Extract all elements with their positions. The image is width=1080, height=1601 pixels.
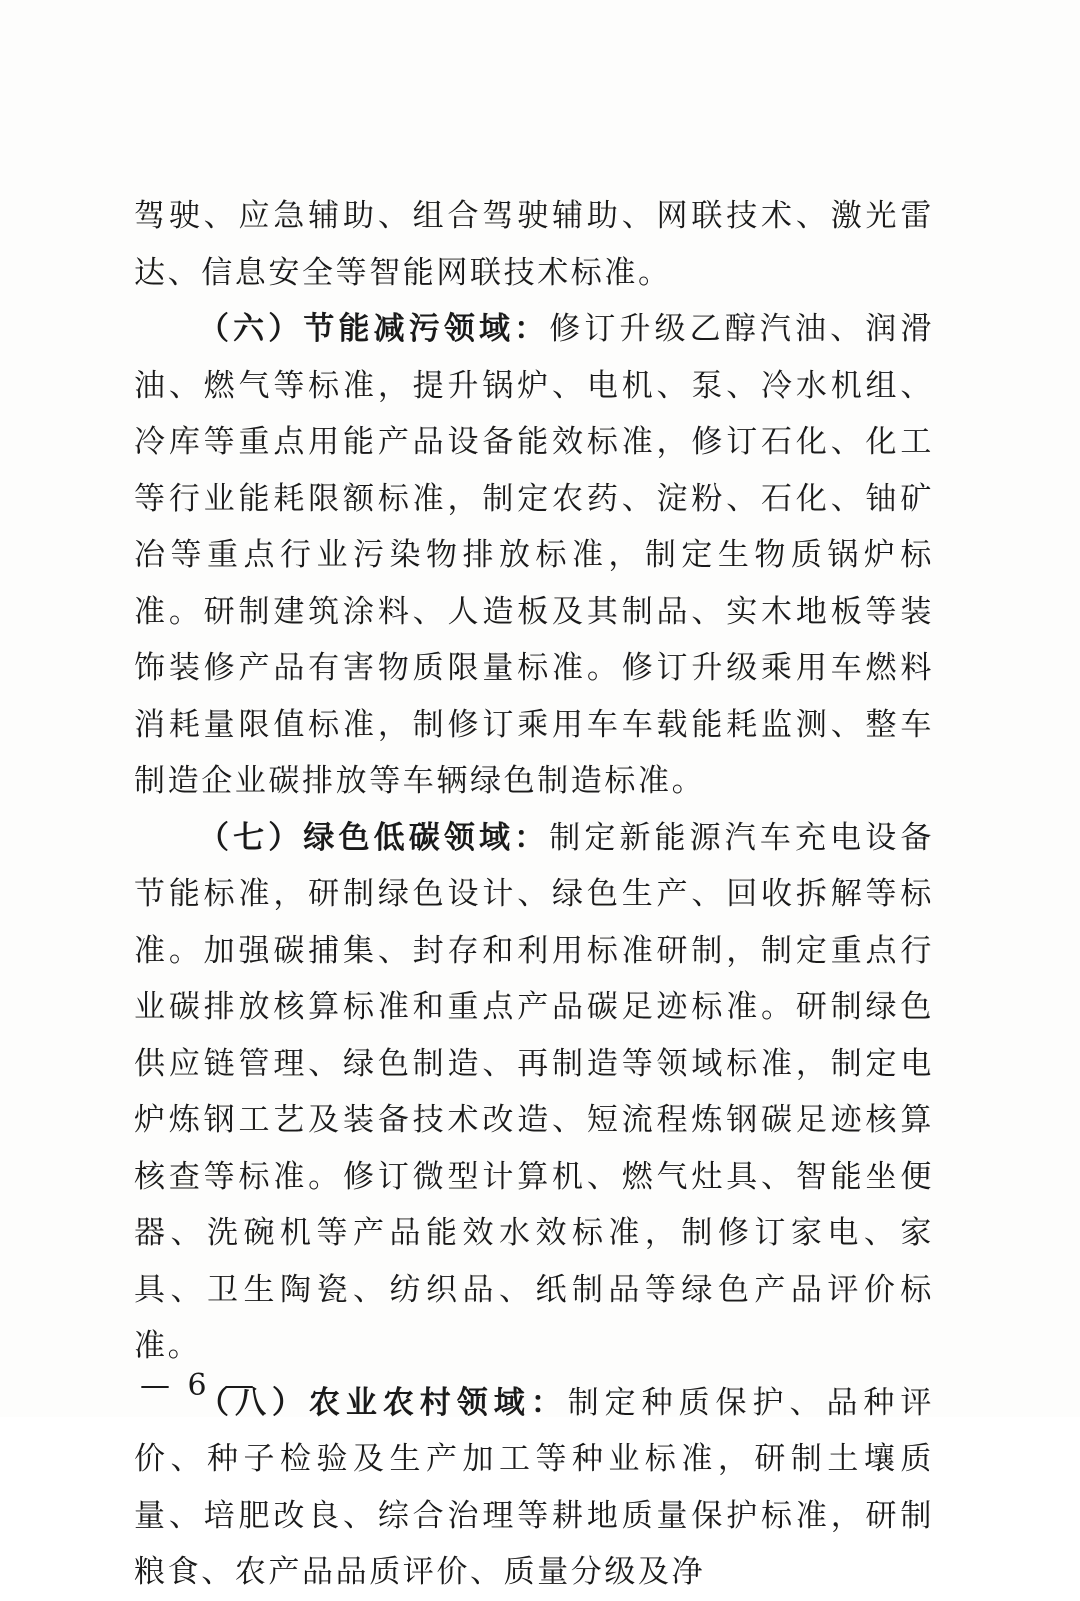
paragraph-text: 修订升级乙醇汽油、润滑油、燃气等标准，提升锅炉、电机、泵、冷水机组、冷库等重点用能产品设备能效标准，修订石化、化工等行业能耗限额标准，制定农药、淀粉、石化、铀矿冶等重点行业污染物排放标准，制定生物质锅炉标准。研制建筑涂料、人造板及其制品、实木地板等装饰装修产品有害物质限量标准。修订升级乘用车燃料消耗量限值标准，制修订乘用车车载能耗监测、整车制造企业碳排放等车辆绿色制造标准。 [134,311,934,799]
paragraph-green-low-carbon [134,810,934,1375]
paragraph-text: 驾驶、应急辅助、组合驾驶辅助、网联技术、激光雷达、信息安全等智能网联技术标准。 [134,198,934,291]
section-heading: （六）节能减污领域： [198,311,550,347]
section-heading: （八）农业农村领域： [198,1384,568,1421]
paragraph-continuation [134,188,934,301]
paragraph-energy-saving [134,301,934,810]
paragraph-agriculture [134,1375,934,1601]
paragraph-text: 制定新能源汽车充电设备节能标准，研制绿色设计、绿色生产、回收拆解等标准。加强碳捕集、封存和利用标准研制，制定重点行业碳排放核算标准和重点产品碳足迹标准。研制绿色供应链管理、绿色制造、再制造等领域标准，制定电炉炼钢工艺及装备技术改造、短流程炼钢碳足迹核算核查等标准。修订微型计算机、燃气灶具、智能坐便器、洗碗机等产品能效水效标准，制修订家电、家具、卫生陶瓷、纺织品、纸制品等绿色产品评价标准。 [134,819,934,1364]
paragraph-text: 制定种质保护、品种评价、种子检验及生产加工等种业标准，研制土壤质量、培肥改良、综合治理等耕地质量保护标准，研制粮食、农产品品质评价、质量分级及净 [134,1384,935,1590]
section-heading: （七）绿色低碳领域： [198,819,550,856]
page-number: — 6 — [140,1368,259,1403]
